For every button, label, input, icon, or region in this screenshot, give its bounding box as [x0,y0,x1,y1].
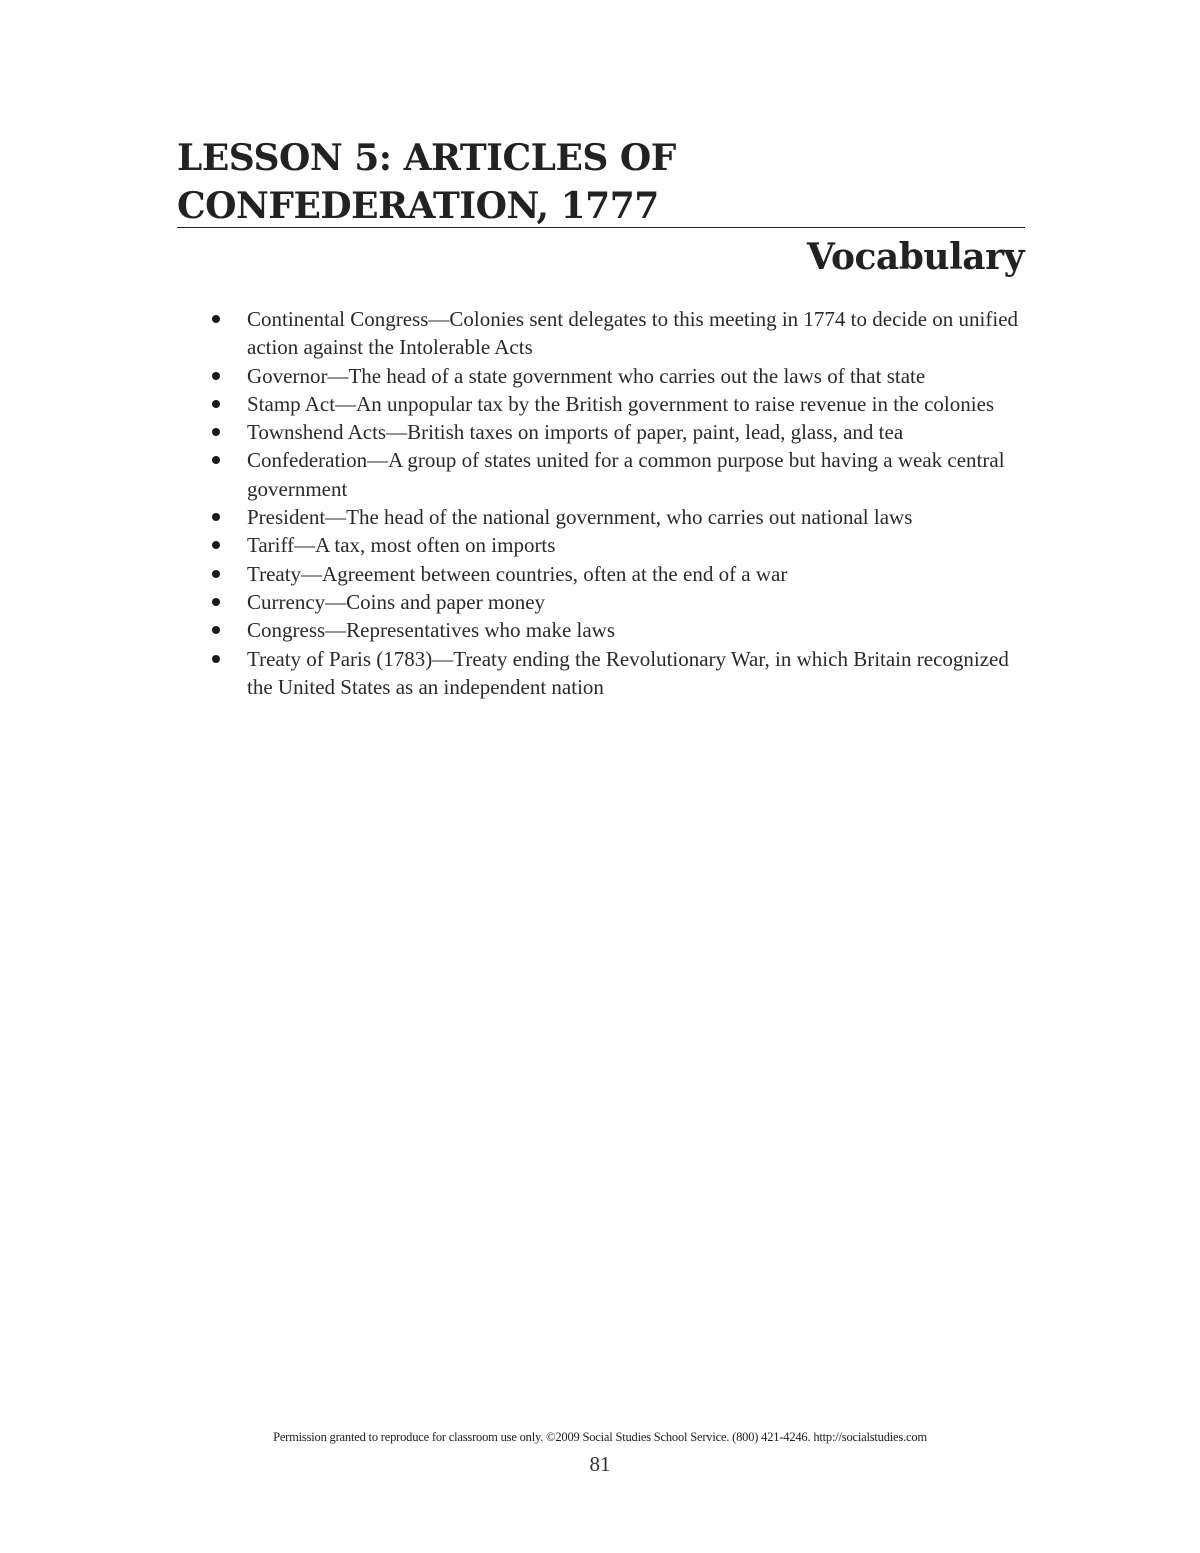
vocabulary-item [210,560,1020,588]
vocabulary-item [210,503,1020,531]
bullet-icon [212,428,220,436]
vocabulary-text: Treaty of Paris (1783)—Treaty ending the Revolutionary War, in which Britain recognized the United States as an independent nation [247,646,1009,699]
vocabulary-item [210,362,1020,390]
title-underline-rule [177,227,1025,228]
vocabulary-text: Treaty—Agreement between countries, often at the end of a war [247,561,788,586]
vocabulary-item [210,645,1020,702]
vocabulary-item [210,588,1020,616]
bullet-icon [212,598,220,606]
bullet-icon [212,456,220,464]
vocabulary-item [210,616,1020,644]
vocabulary-text: President—The head of the national government, who carries out national laws [247,505,913,530]
lesson-title-line-1: LESSON 5: ARTICLES OF [177,137,676,179]
bullet-icon [212,513,220,521]
bullet-icon [212,541,220,549]
vocabulary-item [210,418,1020,446]
bullet-icon [212,570,220,578]
bullet-icon [212,315,220,323]
vocabulary-text: Governor—The head of a state government who carries out the laws of that state [247,363,926,388]
lesson-title [177,134,1027,230]
bullet-icon [212,372,220,380]
vocabulary-text: Congress—Representatives who make laws [247,618,616,643]
vocabulary-item [210,446,1020,503]
permission-footer: Permission granted to reproduce for classroom use only. ©2009 Social Studies School Service. (800) 421-4246. http://socialstudies.com [273,1430,927,1444]
vocabulary-text: Continental Congress—Colonies sent delegates to this meeting in 1774 to decide on unified action against the Intolerable Acts [247,307,1019,360]
vocabulary-list [210,305,1020,701]
section-heading: Vocabulary [806,236,1024,278]
vocabulary-text: Stamp Act—An unpopular tax by the British government to raise revenue in the colonies [247,391,995,416]
vocabulary-text: Currency—Coins and paper money [247,589,546,614]
vocabulary-text: Confederation—A group of states united for a common purpose but having a weak central government [247,448,1005,501]
vocabulary-text: Townshend Acts—British taxes on imports of paper, paint, lead, glass, and tea [247,420,904,445]
vocabulary-item [210,305,1020,362]
vocabulary-item [210,531,1020,559]
page-number: 81 [589,1452,611,1476]
bullet-icon [212,655,220,663]
vocabulary-text: Tariff—A tax, most often on imports [247,533,556,558]
bullet-icon [212,626,220,634]
lesson-title-line-2: CONFEDERATION, 1777 [177,185,659,227]
vocabulary-item [210,390,1020,418]
bullet-icon [212,400,220,408]
